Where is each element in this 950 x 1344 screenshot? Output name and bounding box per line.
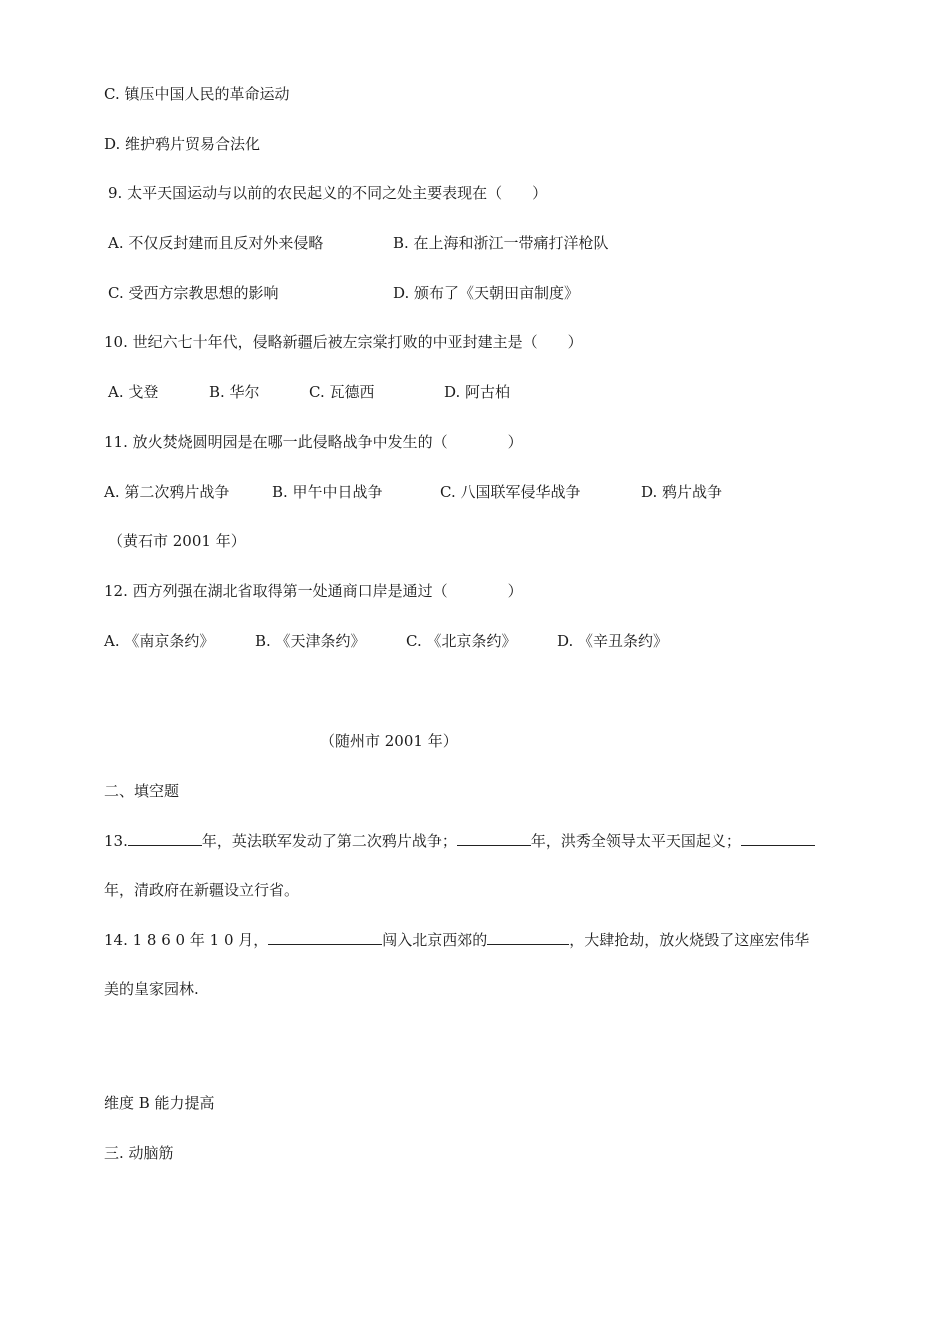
q13-text-3: 年，清政府在新疆设立行省。 [104, 881, 300, 899]
q10-option-b: B. 华尔 [209, 383, 260, 401]
q13-line-1 [104, 830, 815, 851]
q14-text-3: 美的皇家园林. [104, 980, 199, 998]
q13-blank-2 [457, 830, 531, 846]
section-3-heading: 三. 动脑筋 [104, 1144, 174, 1162]
q12-option-a: A. 《南京条约》 [104, 632, 215, 650]
q12-source: （随州市 2001 年） [320, 732, 458, 750]
q11-option-c: C. 八国联军侵华战争 [440, 483, 581, 501]
q11-option-b: B. 甲午中日战争 [272, 483, 383, 501]
q9-option-a: A. 不仅反封建而且反对外来侵略 [108, 234, 324, 252]
q8-option-c: C. 镇压中国人民的革命运动 [104, 85, 290, 103]
section-2-heading: 二、填空题 [104, 782, 180, 800]
q9-stem: 9. 太平天国运动与以前的农民起义的不同之处主要表现在（ ） [108, 184, 548, 202]
q9-option-b: B. 在上海和浙江一带痛打洋枪队 [393, 234, 609, 252]
q12-option-b: B. 《天津条约》 [255, 632, 366, 650]
q13-blank-1 [128, 830, 202, 846]
q14-number: 14. 1 8 6 0 年 1 0 月， [104, 931, 269, 949]
q14-blank-1 [268, 929, 382, 945]
q13-number: 13. [104, 832, 128, 850]
q14-blank-2 [487, 929, 569, 945]
q11-option-a: A. 第二次鸦片战争 [104, 483, 230, 501]
q8-option-d: D. 维护鸦片贸易合法化 [104, 135, 261, 153]
q11-source: （黄石市 2001 年） [108, 532, 246, 550]
q14-line-1 [104, 929, 809, 950]
q13-text-1: 年，英法联军发动了第二次鸦片战争； [201, 832, 457, 850]
q9-option-d: D. 颁布了《天朝田亩制度》 [393, 284, 580, 302]
q12-option-d: D. 《辛丑条约》 [557, 632, 669, 650]
q10-option-a: A. 戈登 [108, 383, 159, 401]
q10-stem: 10. 世纪六七十年代，侵略新疆后被左宗棠打败的中亚封建主是（ ） [104, 333, 583, 351]
q9-option-c: C. 受西方宗教思想的影响 [108, 284, 279, 302]
q11-option-d: D. 鸦片战争 [641, 483, 723, 501]
q10-option-d: D. 阿古柏 [444, 383, 511, 401]
q14-text-1: 闯入北京西郊的 [382, 931, 488, 949]
q11-stem: 11. 放火焚烧圆明园是在哪一此侵略战争中发生的（ ） [104, 433, 523, 451]
q12-stem: 12. 西方列强在湖北省取得第一处通商口岸是通过（ ） [104, 582, 523, 600]
q14-text-2: ，大肆抢劫，放火烧毁了这座宏伟华 [569, 931, 810, 949]
dimension-b-heading: 维度 B 能力提高 [104, 1094, 215, 1112]
q13-blank-3 [741, 830, 815, 846]
q12-option-c: C. 《北京条约》 [406, 632, 517, 650]
q13-text-2: 年，洪秀全领导太平天国起义； [530, 832, 741, 850]
q10-option-c: C. 瓦德西 [309, 383, 375, 401]
